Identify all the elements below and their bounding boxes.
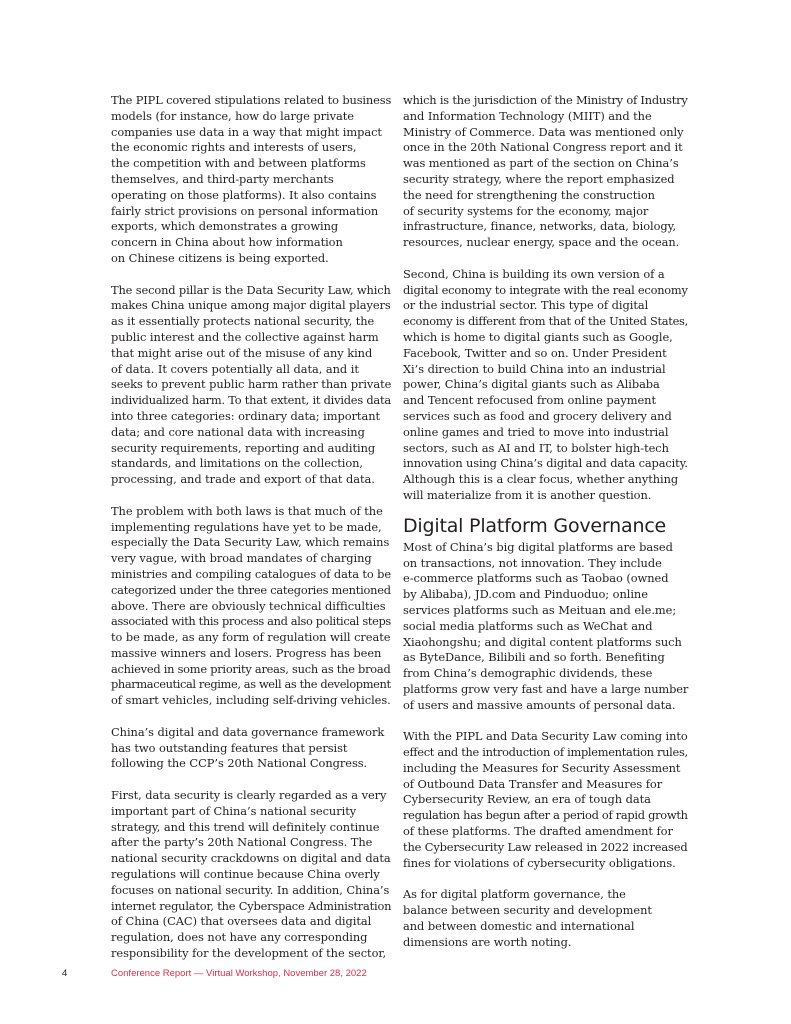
text-line: implementing regulations have yet to be made, xyxy=(111,519,382,534)
text-line: of these platforms. The drafted amendment for xyxy=(403,824,673,839)
text-line: The problem with both laws is that much of the xyxy=(111,503,383,518)
text-line: services such as food and grocery delivery and xyxy=(403,408,672,423)
text-line: public interest and the collective against harm xyxy=(111,329,379,344)
text-line: With the PIPL and Data Security Law coming into xyxy=(403,729,688,744)
text-line: internet regulator, the Cyberspace Administration xyxy=(111,898,392,913)
text-line: effect and the introduction of implementation rules, xyxy=(403,745,688,760)
right-column xyxy=(403,93,688,950)
body-paragraph xyxy=(111,788,391,962)
body-paragraph xyxy=(403,540,688,714)
text-line: standards, and limitations on the collection, xyxy=(111,456,363,471)
text-line: operating on those platforms). It also contains xyxy=(111,187,377,202)
text-line: following the CCP’s 20th National Congress. xyxy=(111,756,368,771)
text-line: as it essentially protects national security, the xyxy=(111,314,375,329)
text-line: which is home to digital giants such as Google, xyxy=(403,329,673,344)
text-line: regulation has begun after a period of rapid growth xyxy=(403,808,688,823)
text-line: infrastructure, finance, networks, data, biology, xyxy=(403,219,677,234)
text-line: security strategy, where the report emphasized xyxy=(403,171,675,186)
text-line: makes China unique among major digital players xyxy=(111,298,391,313)
text-line: after the party’s 20th National Congress. The xyxy=(111,835,373,850)
text-line: as ByteDance, Bilibili and so forth. Benefiting xyxy=(403,650,665,665)
body-paragraph xyxy=(111,504,391,709)
body-paragraph xyxy=(403,887,688,950)
body-paragraph xyxy=(111,725,391,772)
text-line: will materialize from it is another question. xyxy=(403,487,652,502)
text-line: massive winners and losers. Progress has been xyxy=(111,645,382,660)
text-line: Cybersecurity Review, an era of tough data xyxy=(403,792,651,807)
text-line: exports, which demonstrates a growing xyxy=(111,219,339,234)
text-line: of users and massive amounts of personal data. xyxy=(403,697,676,712)
text-line: strategy, and this trend will definitely continue xyxy=(111,819,380,834)
text-line: balance between security and development xyxy=(403,903,652,918)
text-line: As for digital platform governance, the xyxy=(403,887,626,902)
text-line: on transactions, not innovation. They include xyxy=(403,555,662,570)
text-line: of Outbound Data Transfer and Measures for xyxy=(403,776,663,791)
text-line: Most of China’s big digital platforms are based xyxy=(403,539,673,554)
body-paragraph xyxy=(111,93,391,267)
text-line: categorized under the three categories mentioned xyxy=(111,582,391,597)
text-line: on Chinese citizens is being exported. xyxy=(111,250,329,265)
text-line: of smart vehicles, including self-driving vehicles. xyxy=(111,693,391,708)
text-line: the economic rights and interests of users, xyxy=(111,140,357,155)
text-line: services platforms such as Meituan and ele.me; xyxy=(403,602,677,617)
text-line: themselves, and third-party merchants xyxy=(111,171,334,186)
text-line: into three categories: ordinary data; important xyxy=(111,408,381,423)
left-column xyxy=(111,93,391,962)
text-line: China’s digital and data governance framework xyxy=(111,724,385,739)
text-line: e-commerce platforms such as Taobao (owned xyxy=(403,571,669,586)
text-line: models (for instance, how do large private xyxy=(111,108,354,123)
text-line: Xi’s direction to build China into an industrial xyxy=(403,361,666,376)
page-number: 4 xyxy=(62,968,68,979)
text-line: or the industrial sector. This type of digital xyxy=(403,298,649,313)
text-line: once in the 20th National Congress report and it xyxy=(403,140,683,155)
text-line: seeks to prevent public harm rather than private xyxy=(111,377,392,392)
text-line: Xiaohongshu; and digital content platforms such xyxy=(403,634,682,649)
text-line: of security systems for the economy, major xyxy=(403,203,649,218)
text-line: individualized harm. To that extent, it divides data xyxy=(111,393,391,408)
text-line: fines for violations of cybersecurity obligations. xyxy=(403,855,676,870)
text-line: dimensions are worth noting. xyxy=(403,934,572,949)
text-line: which is the jurisdiction of the Ministry of Industry xyxy=(403,93,688,107)
right-column-paragraphs-before xyxy=(403,93,688,504)
text-line: resources, nuclear energy, space and the ocean. xyxy=(403,235,680,250)
section-heading: Digital Platform Governance xyxy=(403,514,667,537)
text-line: of data. It covers potentially all data, and it xyxy=(111,361,359,376)
text-line: responsibility for the development of the sector, xyxy=(111,946,387,961)
text-line: concern in China about how information xyxy=(111,235,343,250)
text-line: important part of China’s national security xyxy=(111,803,357,818)
text-line: the competition with and between platforms xyxy=(111,156,366,171)
text-line: above. There are obviously technical difficulties xyxy=(111,598,386,613)
text-line: to be made, as any form of regulation will create xyxy=(111,630,391,645)
body-paragraph xyxy=(111,283,391,488)
text-line: was mentioned as part of the section on China’s xyxy=(403,156,679,171)
text-line: online games and tried to move into industrial xyxy=(403,424,669,439)
text-line: has two outstanding features that persist xyxy=(111,740,348,755)
text-line: including the Measures for Security Assessment xyxy=(403,760,681,775)
text-line: The second pillar is the Data Security Law, which xyxy=(111,282,391,297)
text-line: and Information Technology (MIIT) and the xyxy=(403,108,652,123)
text-line: ministries and compiling catalogues of data to be xyxy=(111,566,391,581)
text-line: that might arise out of the misuse of any kind xyxy=(111,345,373,360)
text-line: economy is different from that of the United States, xyxy=(403,314,688,329)
text-line: achieved in some priority areas, such as the broad xyxy=(111,661,391,676)
text-line: Although this is a clear focus, whether anything xyxy=(403,472,679,487)
text-line: social media platforms such as WeChat and xyxy=(403,618,653,633)
text-line: The PIPL covered stipulations related to business xyxy=(111,93,392,107)
text-line: regulation, does not have any corresponding xyxy=(111,930,368,945)
footer-report-title: Conference Report — Virtual Workshop, November 28, 2022 xyxy=(111,968,367,979)
text-line: fairly strict provisions on personal information xyxy=(111,203,379,218)
text-line: focuses on national security. In addition, China’s xyxy=(111,882,390,897)
text-line: digital economy to integrate with the real economy xyxy=(403,282,688,297)
text-line: Second, China is building its own version of a xyxy=(403,266,665,281)
text-line: power, China’s digital giants such as Alibaba xyxy=(403,377,660,392)
text-line: national security crackdowns on digital and data xyxy=(111,851,391,866)
text-line: of China (CAC) that oversees data and digital xyxy=(111,914,372,929)
text-line: Ministry of Commerce. Data was mentioned only xyxy=(403,124,684,139)
text-line: Facebook, Twitter and so on. Under President xyxy=(403,345,667,360)
text-line: associated with this process and also political steps xyxy=(111,614,391,629)
body-paragraph xyxy=(403,729,688,871)
text-line: the Cybersecurity Law released in 2022 increased xyxy=(403,839,688,854)
text-line: by Alibaba), JD.com and Pinduoduo; online xyxy=(403,587,648,602)
text-line: the need for strengthening the construction xyxy=(403,187,655,202)
text-line: especially the Data Security Law, which remains xyxy=(111,535,390,550)
text-line: processing, and trade and export of that data. xyxy=(111,472,375,487)
text-line: data; and core national data with increasing xyxy=(111,424,365,439)
text-line: and between domestic and international xyxy=(403,918,635,933)
body-paragraph xyxy=(403,267,688,504)
text-line: pharmaceutical regime, as well as the development xyxy=(111,677,391,692)
text-line: regulations will continue because China overly xyxy=(111,867,380,882)
text-line: very vague, with broad mandates of charging xyxy=(111,551,372,566)
text-line: platforms grow very fast and have a large number xyxy=(403,681,689,696)
text-line: First, data security is clearly regarded as a very xyxy=(111,788,387,803)
text-line: innovation using China’s digital and data capacity. xyxy=(403,456,688,471)
text-line: sectors, such as AI and IT, to bolster high-tech xyxy=(403,440,669,455)
text-line: and Tencent refocused from online payment xyxy=(403,393,656,408)
body-paragraph xyxy=(403,93,688,251)
text-line: security requirements, reporting and auditing xyxy=(111,440,376,455)
right-column-paragraphs-after xyxy=(403,540,688,951)
text-line: companies use data in a way that might impact xyxy=(111,124,382,139)
text-line: from China’s demographic dividends, these xyxy=(403,666,653,681)
